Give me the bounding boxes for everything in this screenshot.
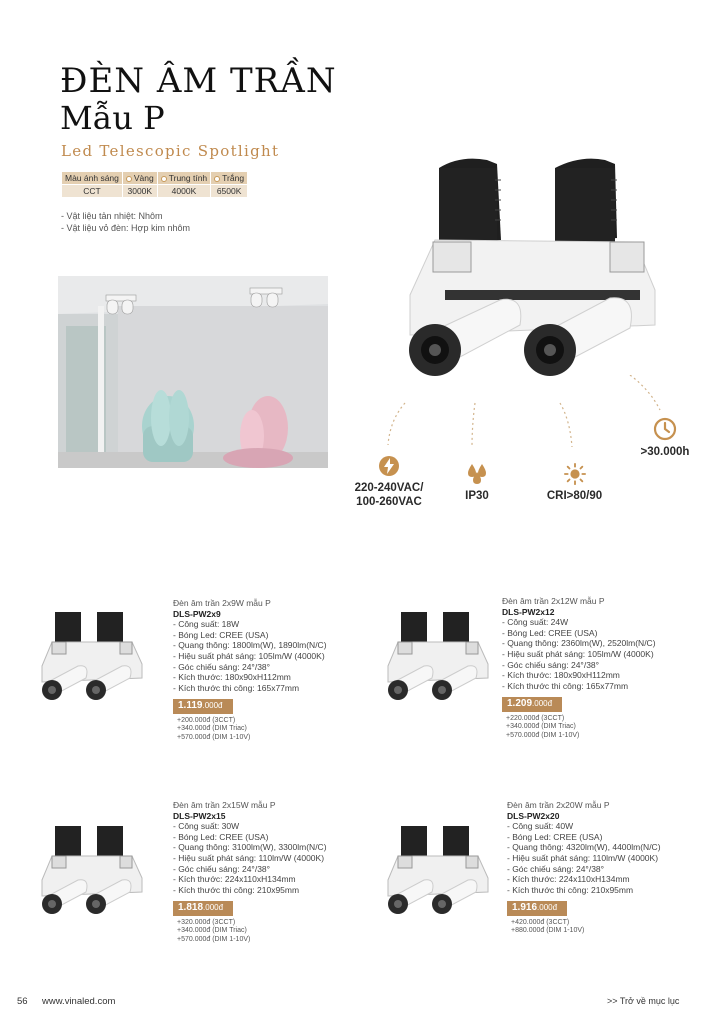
- product-code: DLS-PW2x15: [173, 810, 226, 821]
- price-unit: .000đ: [532, 699, 553, 709]
- feature-cri: [537, 463, 612, 503]
- table-header-label: Màu ánh sáng: [62, 172, 123, 185]
- product-image: [40, 822, 145, 927]
- spec-item: - Quang thông: 1800lm(W), 1890lm(N/C): [173, 640, 327, 651]
- spec-item: - Quang thông: 3100lm(W), 3300lm(N/C): [173, 842, 327, 853]
- cct-value: 4000K: [157, 185, 210, 198]
- price-option: +880.000đ (DIM 1-10V): [511, 927, 585, 935]
- spec-item: - Công suất: 24W: [502, 617, 569, 628]
- cct-value: 3000K: [122, 185, 157, 198]
- price-option: +200.000đ (3CCT): [177, 716, 236, 724]
- spec-item: - Kích thước thi công: 210x95mm: [507, 884, 634, 895]
- spec-item: - Bóng Led: CREE (USA): [173, 629, 269, 640]
- spec-item: - Hiệu suất phát sáng: 110lm/W (4000K): [173, 852, 325, 863]
- page-subtitle: Led Telescopic Spotlight: [61, 142, 280, 160]
- spec-item: - Bóng Led: CREE (USA): [173, 831, 269, 842]
- product-card-2x9: [40, 598, 360, 758]
- price-option: +320.000đ (3CCT): [177, 918, 236, 926]
- price-options: [173, 919, 327, 945]
- feature-voltage: [344, 455, 434, 509]
- product-name: Đèn âm trần 2x20W mẫu P: [507, 800, 610, 810]
- feature-label: 100-260VAC: [356, 496, 422, 508]
- color-temperature-table: [61, 171, 248, 198]
- material-item: - Vật liệu tản nhiệt: Nhôm: [61, 211, 163, 221]
- product-info: [173, 800, 327, 944]
- price-value: 1.916: [512, 902, 538, 914]
- product-card-2x20: [386, 800, 706, 960]
- price-badge: [502, 697, 562, 712]
- spec-item: - Kích thước: 224x110xH134mm: [173, 874, 296, 885]
- price-option: +570.000đ (DIM 1-10V): [506, 731, 580, 739]
- price-options: [173, 717, 327, 743]
- materials-list: [61, 210, 190, 234]
- product-info: [507, 800, 661, 936]
- interior-photo: [58, 276, 328, 468]
- product-name: Đèn âm trần 2x9W mẫu P: [173, 598, 271, 608]
- feature-label: 220-240VAC/: [354, 482, 424, 494]
- price-options: [502, 715, 656, 741]
- color-option: Vàng: [133, 173, 154, 183]
- table-row-label: CCT: [62, 185, 123, 198]
- hero-product-image: [405, 150, 660, 405]
- spec-item: - Công suất: 40W: [507, 821, 574, 832]
- product-card-2x12: [386, 596, 706, 756]
- water-drops-icon: [465, 463, 489, 485]
- spec-item: - Công suất: 30W: [173, 821, 240, 832]
- price-unit: .000đ: [203, 903, 224, 913]
- white-dot-icon: [214, 176, 220, 182]
- price-unit: .000đ: [537, 903, 558, 913]
- page-title: ĐÈN ÂM TRẦN: [60, 61, 337, 101]
- product-code: DLS-PW2x12: [502, 606, 555, 617]
- spec-item: - Quang thông: 2360lm(W), 2520lm(N/C): [502, 638, 656, 649]
- product-card-2x15: [40, 800, 360, 960]
- price-option: +340.000đ (DIM Triac): [177, 725, 247, 733]
- spec-item: - Kích thước thi công: 165x77mm: [173, 682, 300, 693]
- product-image: [40, 608, 145, 713]
- spec-item: - Kích thước: 224x110xH134mm: [507, 874, 630, 885]
- price-badge: [173, 699, 233, 714]
- product-image: [386, 608, 491, 713]
- spec-item: - Kích thước thi công: 165x77mm: [502, 680, 629, 691]
- spec-item: - Góc chiếu sáng: 24°/38°: [173, 863, 271, 874]
- product-info: [502, 596, 656, 740]
- feature-label: >30.000h: [640, 446, 690, 458]
- website-link[interactable]: www.vinaled.com: [42, 996, 116, 1007]
- feature-ip: [452, 463, 502, 503]
- spec-item: - Kích thước: 180x90xH112mm: [502, 670, 620, 681]
- neutral-dot-icon: [161, 176, 167, 182]
- price-option: +220.000đ (3CCT): [506, 714, 565, 722]
- spec-item: - Góc chiếu sáng: 24°/38°: [502, 659, 600, 670]
- cct-value: 6500K: [211, 185, 248, 198]
- spec-item: - Hiệu suất phát sáng: 105lm/W (4000K): [173, 650, 325, 661]
- price-option: +340.000đ (DIM Triac): [506, 723, 576, 731]
- price-options: [507, 919, 661, 936]
- back-to-contents-link[interactable]: >> Trở về mục lục: [607, 996, 680, 1006]
- product-name: Đèn âm trần 2x15W mẫu P: [173, 800, 276, 810]
- material-item: - Vật liệu vỏ đèn: Hợp kim nhôm: [61, 223, 190, 233]
- price-value: 1.818: [178, 902, 204, 914]
- spec-item: - Kích thước: 180x90xH112mm: [173, 672, 291, 683]
- lightning-icon: [378, 455, 400, 477]
- spec-item: - Góc chiếu sáng: 24°/38°: [507, 863, 605, 874]
- price-option: +420.000đ (3CCT): [511, 918, 570, 926]
- price-option: +340.000đ (DIM Triac): [177, 927, 247, 935]
- sun-icon: [563, 463, 587, 485]
- product-image: [386, 822, 491, 927]
- price-value: 1.119: [178, 700, 203, 712]
- spec-item: - Bóng Led: CREE (USA): [502, 627, 598, 638]
- spec-item: - Hiệu suất phát sáng: 105lm/W (4000K): [502, 648, 654, 659]
- feature-label: CRI>80/90: [546, 490, 603, 502]
- price-option: +570.000đ (DIM 1-10V): [177, 935, 251, 943]
- product-code: DLS-PW2x20: [507, 810, 560, 821]
- warm-dot-icon: [126, 176, 132, 182]
- color-option: Trắng: [222, 173, 245, 183]
- price-option: +570.000đ (DIM 1-10V): [177, 733, 251, 741]
- spec-item: - Hiệu suất phát sáng: 110lm/W (4000K): [507, 852, 659, 863]
- clock-icon: [653, 417, 677, 441]
- price-badge: [507, 901, 567, 916]
- page-title-model: Mẫu P: [60, 99, 165, 137]
- spec-item: - Bóng Led: CREE (USA): [507, 831, 603, 842]
- feature-label: IP30: [465, 490, 489, 502]
- product-name: Đèn âm trần 2x12W mẫu P: [502, 596, 605, 606]
- product-info: [173, 598, 327, 742]
- price-badge: [173, 901, 233, 916]
- spec-item: - Quang thông: 4320lm(W), 4400lm(N/C): [507, 842, 661, 853]
- feature-lifetime: [630, 417, 700, 459]
- price-value: 1.209: [507, 698, 533, 710]
- spec-item: - Công suất: 18W: [173, 619, 240, 630]
- page-number: 56: [17, 996, 28, 1007]
- price-unit: .000đ: [202, 701, 223, 711]
- spec-item: - Góc chiếu sáng: 24°/38°: [173, 661, 271, 672]
- product-code: DLS-PW2x9: [173, 608, 221, 619]
- color-option: Trung tính: [168, 173, 208, 183]
- spec-item: - Kích thước thi công: 210x95mm: [173, 884, 300, 895]
